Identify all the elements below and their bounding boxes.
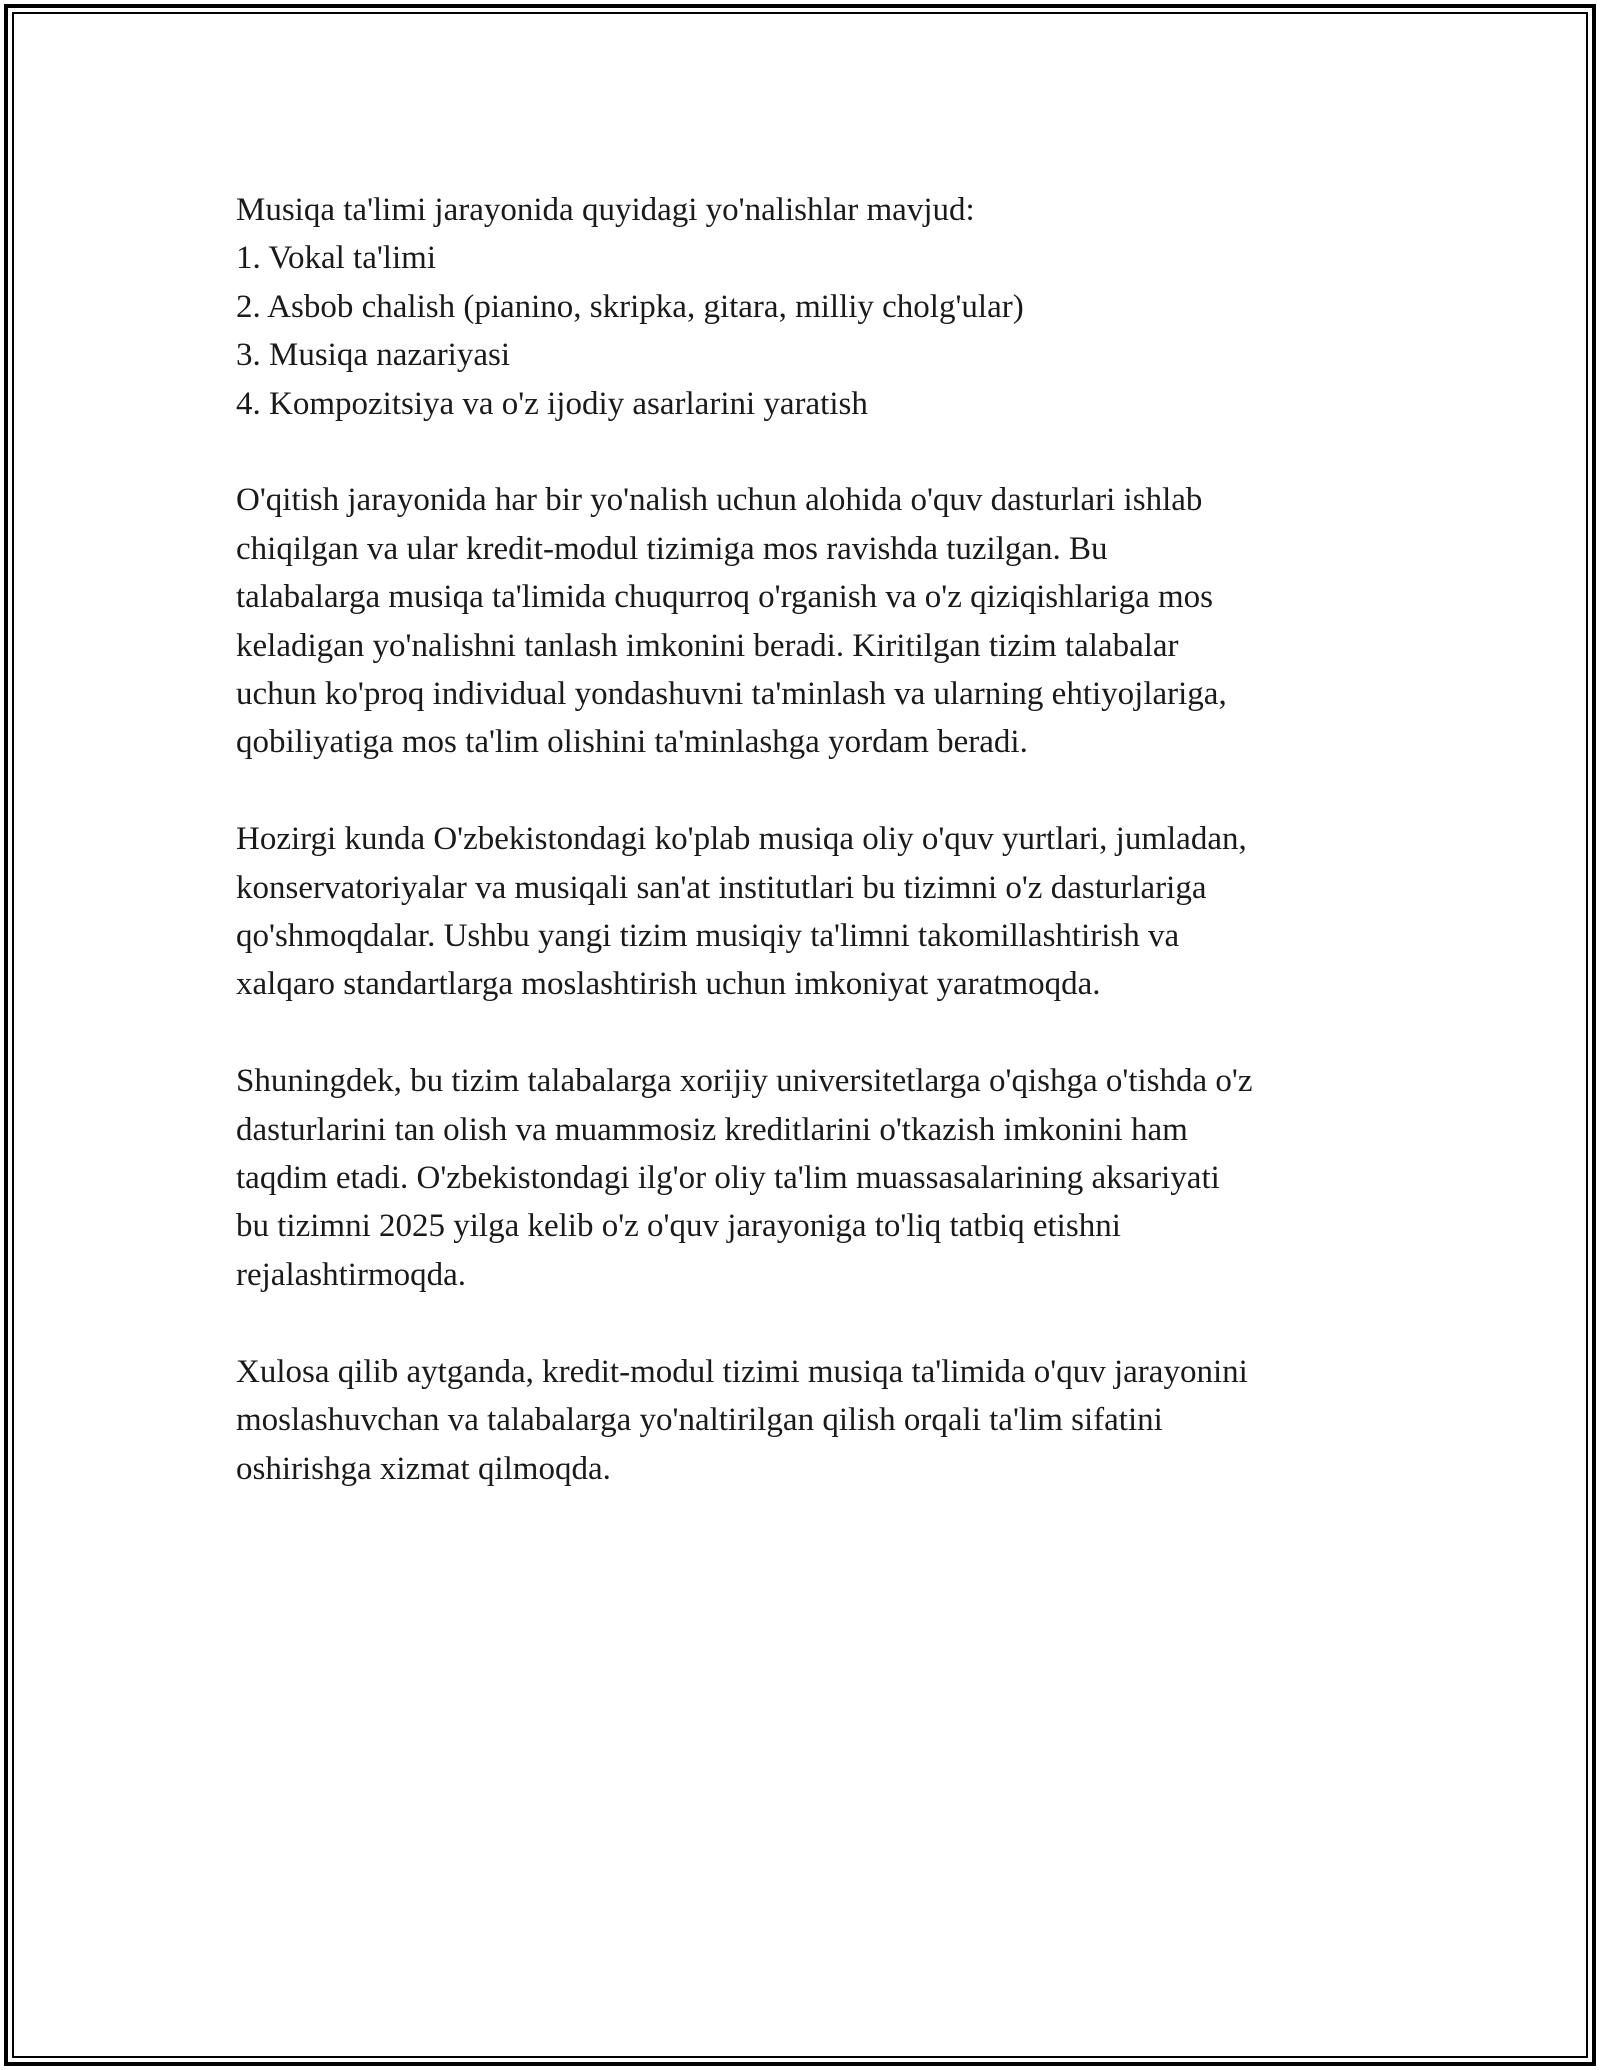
text-line: taqdim etadi. O'zbekistondagi ilg'or oliy ta'lim muassasalarining aksariyati xyxy=(236,1160,1220,1197)
list-item: 2. Asbob chalish (pianino, skripka, gitara, milliy cholg'ular) xyxy=(236,288,1024,325)
paragraph-spacer xyxy=(236,767,1396,815)
paragraph-curriculum xyxy=(236,476,1396,766)
text-line: qobiliyatiga mos ta'lim olishini ta'minlashga yordam beradi. xyxy=(236,724,1028,761)
text-line: Hozirgi kunda O'zbekistondagi ko'plab musiqa oliy o'quv yurtlari, jumladan, xyxy=(236,821,1247,858)
text-line: keladigan yo'nalishni tanlash imkonini beradi. Kiritilgan tizim talabalar xyxy=(236,627,1179,664)
document-body xyxy=(236,186,1396,1493)
paragraph-spacer xyxy=(236,1299,1396,1347)
text-line: moslashuvchan va talabalarga yo'naltirilgan qilish orqali ta'lim sifatini xyxy=(236,1402,1163,1439)
text-line: bu tizimni 2025 yilga kelib o'z o'quv jarayoniga to'liq tatbiq etishni xyxy=(236,1208,1121,1245)
text-line: dasturlarini tan olish va muammosiz kreditlarini o'tkazish imkonini ham xyxy=(236,1111,1188,1148)
intro-line: Musiqa ta'limi jarayonida quyidagi yo'nalishlar mavjud: xyxy=(236,192,975,228)
text-line: uchun ko'proq individual yondashuvni ta'minlash va ularning ehtiyojlariga, xyxy=(236,676,1227,713)
list-item: 4. Kompozitsiya va o'z ijodiy asarlarini yaratish xyxy=(236,385,868,422)
text-line: rejalashtirmoqda. xyxy=(236,1256,467,1293)
text-line: qo'shmoqdalar. Ushbu yangi tizim musiqiy ta'limni takomillashtirish va xyxy=(236,918,1180,955)
text-line: konservatoriyalar va musiqali san'at institutlari bu tizimni o'z dasturlariga xyxy=(236,869,1207,906)
paragraph-international xyxy=(236,1057,1396,1299)
text-line: Shuningdek, bu tizim talabalarga xorijiy universitetlarga o'qishga o'tishda o'z xyxy=(236,1063,1253,1100)
text-line: O'qitish jarayonida har bir yo'nalish uchun alohida o'quv dasturlari ishlab xyxy=(236,482,1203,519)
text-line: talabalarga musiqa ta'limida chuqurroq o'rganish va o'z qiziqishlariga mos xyxy=(236,579,1214,616)
text-line: chiqilgan va ular kredit-modul tizimiga mos ravishda tuzilgan. Bu xyxy=(236,530,1108,567)
text-line: oshirishga xizmat qilmoqda. xyxy=(236,1450,611,1487)
paragraph-institutions xyxy=(236,815,1396,1009)
list-item: 1. Vokal ta'limi xyxy=(236,240,436,277)
paragraph-spacer xyxy=(236,428,1396,476)
paragraph-spacer xyxy=(236,1009,1396,1057)
list-item: 3. Musiqa nazariyasi xyxy=(236,337,511,374)
paragraph-conclusion xyxy=(236,1348,1396,1493)
text-line: xalqaro standartlarga moslashtirish uchun imkoniyat yaratmoqda. xyxy=(236,966,1101,1003)
text-line: Xulosa qilib aytganda, kredit-modul tizimi musiqa ta'limida o'quv jarayonini xyxy=(236,1353,1248,1390)
